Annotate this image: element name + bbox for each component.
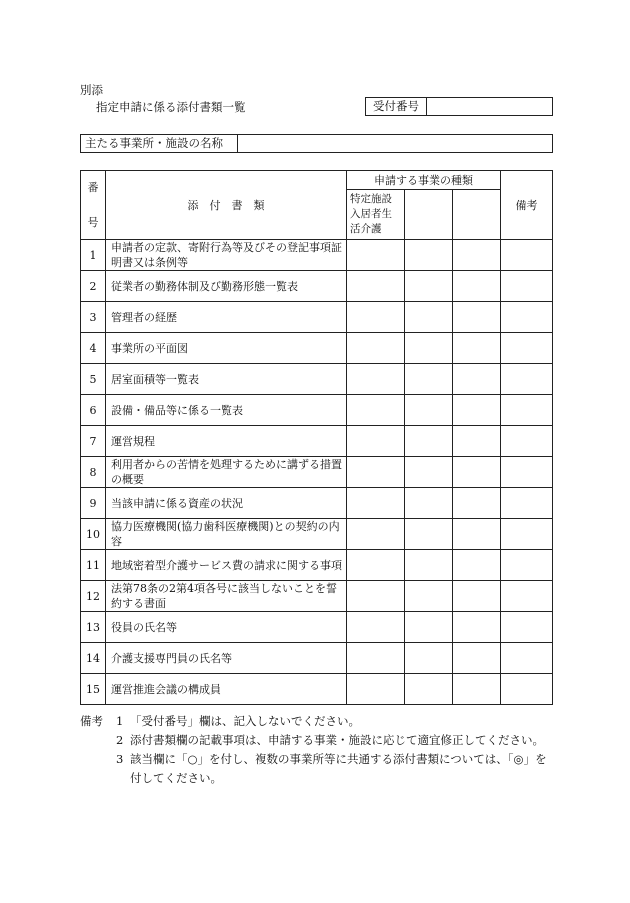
facility-name-field[interactable] — [238, 135, 552, 152]
row-check-cell-2[interactable] — [405, 674, 453, 705]
row-remarks-cell[interactable] — [501, 519, 553, 550]
no-header-char-1: 番 — [87, 181, 99, 194]
row-check-cell-3[interactable] — [453, 612, 501, 643]
table-row — [81, 550, 553, 581]
receipt-number-label: 受付番号 — [366, 98, 427, 115]
row-document: 事業所の平面図 — [106, 333, 347, 364]
row-check-cell-2[interactable] — [405, 519, 453, 550]
row-number: 2 — [81, 271, 106, 302]
table-row — [81, 271, 553, 302]
row-number: 1 — [81, 240, 106, 271]
row-check-cell-1[interactable] — [347, 674, 405, 705]
row-check-cell-2[interactable] — [405, 426, 453, 457]
note-2-text: 添付書類欄の記載事項は、申請する事業・施設に応じて適宜修正してください。 — [130, 733, 544, 747]
row-check-cell-2[interactable] — [405, 333, 453, 364]
notes-section — [80, 712, 550, 788]
row-remarks-cell[interactable] — [501, 333, 553, 364]
no-header-char-2: 号 — [87, 216, 99, 229]
row-check-cell-1[interactable] — [347, 643, 405, 674]
row-check-cell-3[interactable] — [453, 674, 501, 705]
no-header — [81, 171, 106, 240]
row-remarks-cell[interactable] — [501, 395, 553, 426]
row-remarks-cell[interactable] — [501, 240, 553, 271]
row-document: 運営推進会議の構成員 — [106, 674, 347, 705]
row-check-cell-2[interactable] — [405, 488, 453, 519]
service-group-header: 申請する事業の種類 — [347, 171, 501, 190]
row-document: 法第78条の2第4項各号に該当しないことを誓約する書面 — [106, 581, 347, 612]
row-check-cell-2[interactable] — [405, 457, 453, 488]
row-check-cell-2[interactable] — [405, 550, 453, 581]
row-check-cell-3[interactable] — [453, 426, 501, 457]
row-remarks-cell[interactable] — [501, 674, 553, 705]
row-check-cell-2[interactable] — [405, 364, 453, 395]
row-check-cell-3[interactable] — [453, 643, 501, 674]
table-row — [81, 240, 553, 271]
row-check-cell-2[interactable] — [405, 612, 453, 643]
row-check-cell-2[interactable] — [405, 240, 453, 271]
row-remarks-cell[interactable] — [501, 581, 553, 612]
attachment-table — [80, 170, 553, 705]
row-check-cell-3[interactable] — [453, 302, 501, 333]
service-column-3 — [453, 190, 501, 240]
receipt-number-box — [365, 97, 553, 116]
table-row — [81, 364, 553, 395]
table-row — [81, 488, 553, 519]
row-check-cell-3[interactable] — [453, 395, 501, 426]
row-document: 介護支援専門員の氏名等 — [106, 643, 347, 674]
row-check-cell-3[interactable] — [453, 271, 501, 302]
row-document: 運営規程 — [106, 426, 347, 457]
row-check-cell-3[interactable] — [453, 488, 501, 519]
service-column-2 — [405, 190, 453, 240]
row-document: 申請者の定款、寄附行為等及びその登記事項証明書又は条例等 — [106, 240, 347, 271]
row-remarks-cell[interactable] — [501, 271, 553, 302]
row-document: 協力医療機関(協力歯科医療機関)との契約の内容 — [106, 519, 347, 550]
notes-label: 備考 — [80, 714, 103, 728]
row-number: 7 — [81, 426, 106, 457]
row-remarks-cell[interactable] — [501, 426, 553, 457]
row-check-cell-2[interactable] — [405, 271, 453, 302]
table-row — [81, 612, 553, 643]
note-3-text: 該当欄に「○」を付し、複数の事業所等に共通する添付書類については、「◎」を付してください。 — [130, 752, 547, 785]
row-number: 3 — [81, 302, 106, 333]
facility-name-box — [80, 134, 553, 153]
receipt-number-field[interactable] — [427, 98, 552, 115]
row-document: 利用者からの苦情を処理するために講ずる措置の概要 — [106, 457, 347, 488]
row-check-cell-2[interactable] — [405, 643, 453, 674]
row-number: 9 — [81, 488, 106, 519]
row-remarks-cell[interactable] — [501, 457, 553, 488]
table-row — [81, 302, 553, 333]
remarks-header: 備考 — [501, 171, 553, 240]
row-check-cell-2[interactable] — [405, 581, 453, 612]
row-remarks-cell[interactable] — [501, 612, 553, 643]
note-1-text: 「受付番号」欄は、記入しないでください。 — [130, 714, 360, 728]
table-row — [81, 426, 553, 457]
row-number: 6 — [81, 395, 106, 426]
page-title: 指定申請に係る添付書類一覧 — [96, 100, 246, 114]
row-document: 管理者の経歴 — [106, 302, 347, 333]
row-number: 4 — [81, 333, 106, 364]
row-check-cell-1[interactable] — [347, 364, 405, 395]
row-number: 10 — [81, 519, 106, 550]
row-check-cell-3[interactable] — [453, 240, 501, 271]
service-column-1: 特定施設入居者生活介護 — [347, 190, 405, 240]
row-remarks-cell[interactable] — [501, 364, 553, 395]
row-remarks-cell[interactable] — [501, 643, 553, 674]
row-document: 従業者の勤務体制及び勤務形態一覧表 — [106, 271, 347, 302]
doc-header: 添 付 書 類 — [106, 171, 347, 240]
table-row — [81, 674, 553, 705]
note-1-num: 1 — [116, 714, 124, 728]
row-check-cell-3[interactable] — [453, 519, 501, 550]
row-check-cell-1[interactable] — [347, 271, 405, 302]
row-check-cell-3[interactable] — [453, 550, 501, 581]
row-check-cell-1[interactable] — [347, 581, 405, 612]
row-number: 5 — [81, 364, 106, 395]
attachment-label: 別添 — [80, 83, 103, 97]
table-row — [81, 519, 553, 550]
table-row — [81, 395, 553, 426]
row-document: 地域密着型介護サービス費の請求に関する事項 — [106, 550, 347, 581]
table-row — [81, 643, 553, 674]
note-3-num: 3 — [116, 752, 124, 766]
row-check-cell-3[interactable] — [453, 364, 501, 395]
row-check-cell-2[interactable] — [405, 395, 453, 426]
row-check-cell-1[interactable] — [347, 240, 405, 271]
table-row — [81, 581, 553, 612]
row-check-cell-2[interactable] — [405, 302, 453, 333]
row-number: 12 — [81, 581, 106, 612]
row-check-cell-3[interactable] — [453, 581, 501, 612]
row-check-cell-1[interactable] — [347, 488, 405, 519]
note-2-num: 2 — [116, 733, 124, 747]
row-document: 設備・備品等に係る一覧表 — [106, 395, 347, 426]
row-check-cell-1[interactable] — [347, 302, 405, 333]
table-row — [81, 457, 553, 488]
row-number: 11 — [81, 550, 106, 581]
row-number: 13 — [81, 612, 106, 643]
row-document: 当該申請に係る資産の状況 — [106, 488, 347, 519]
row-number: 15 — [81, 674, 106, 705]
row-check-cell-3[interactable] — [453, 333, 501, 364]
row-document: 居室面積等一覧表 — [106, 364, 347, 395]
row-check-cell-1[interactable] — [347, 519, 405, 550]
row-remarks-cell[interactable] — [501, 488, 553, 519]
row-check-cell-1[interactable] — [347, 550, 405, 581]
facility-name-label: 主たる事業所・施設の名称 — [81, 135, 238, 152]
row-remarks-cell[interactable] — [501, 550, 553, 581]
row-document: 役員の氏名等 — [106, 612, 347, 643]
row-check-cell-3[interactable] — [453, 457, 501, 488]
row-check-cell-1[interactable] — [347, 612, 405, 643]
row-number: 14 — [81, 643, 106, 674]
row-check-cell-1[interactable] — [347, 333, 405, 364]
row-number: 8 — [81, 457, 106, 488]
table-row — [81, 333, 553, 364]
row-check-cell-1[interactable] — [347, 457, 405, 488]
row-check-cell-1[interactable] — [347, 426, 405, 457]
row-remarks-cell[interactable] — [501, 302, 553, 333]
row-check-cell-1[interactable] — [347, 395, 405, 426]
